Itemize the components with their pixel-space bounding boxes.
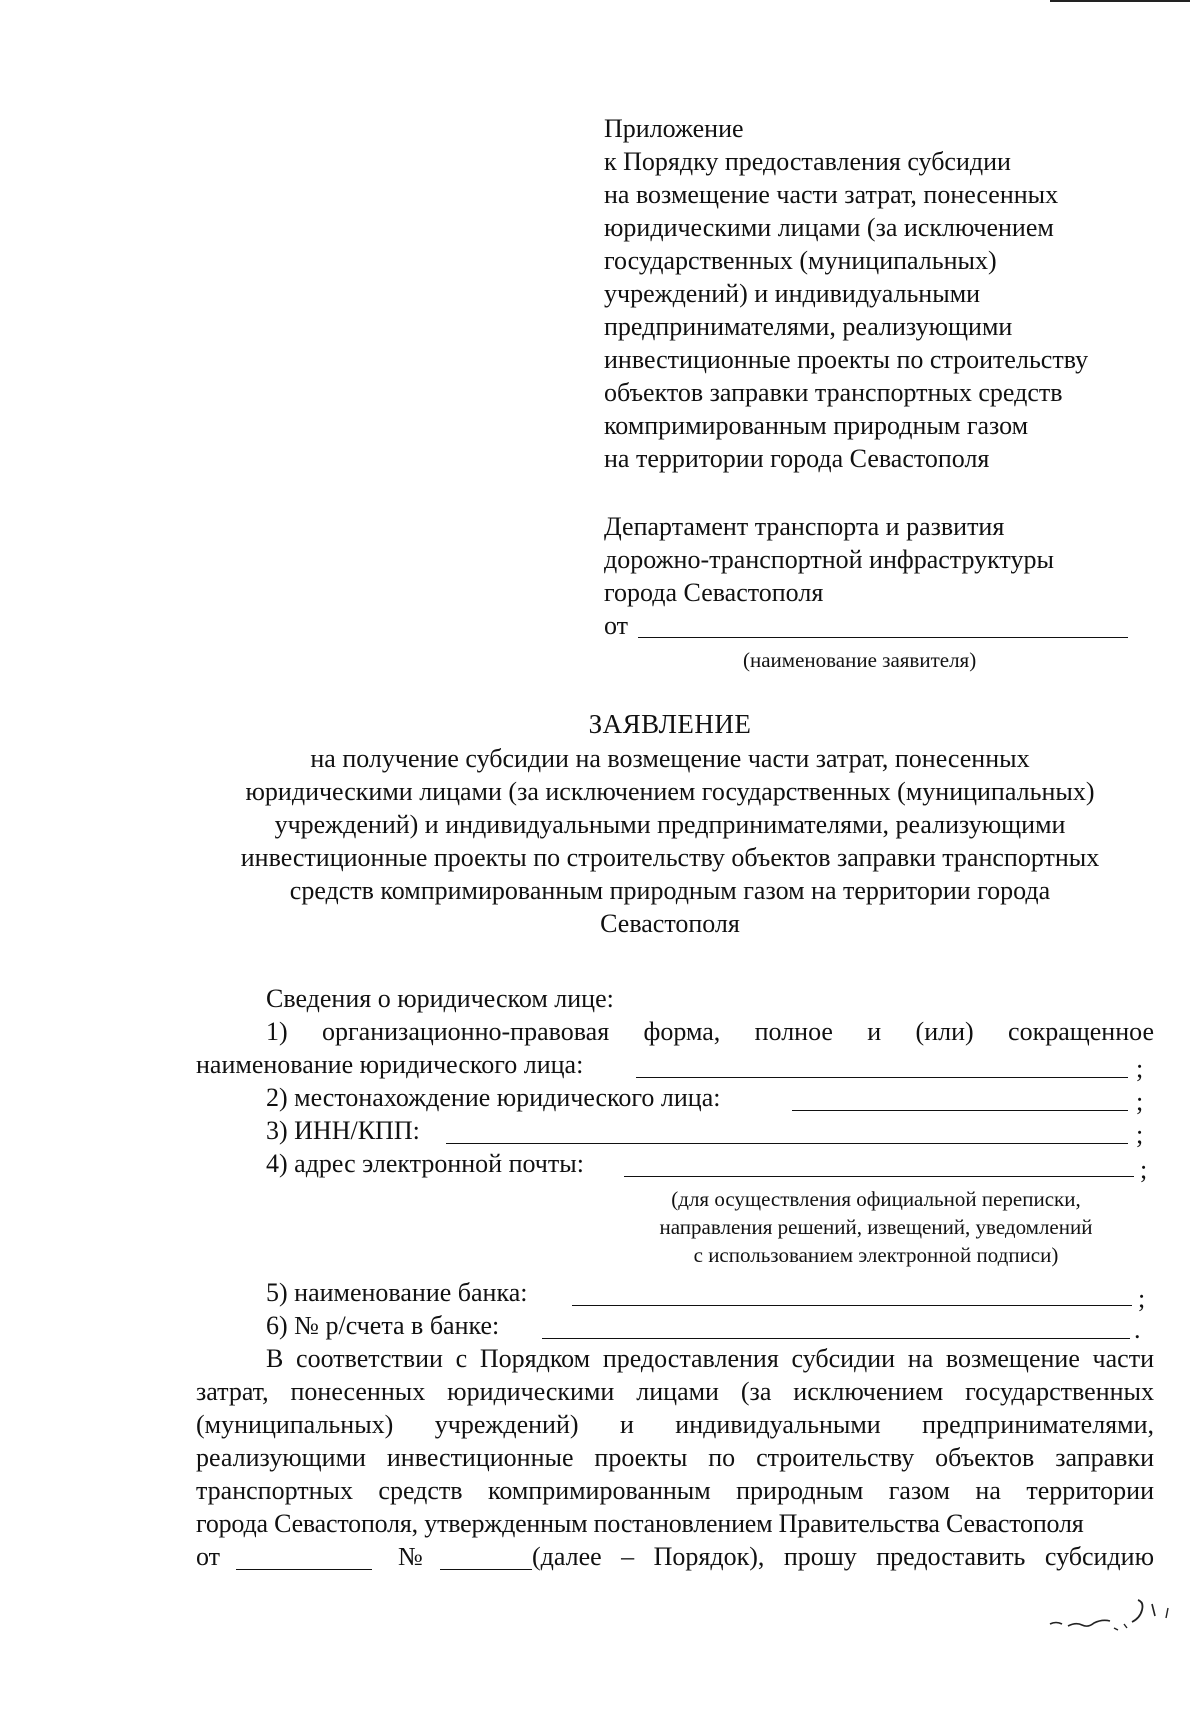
annex-line: на территории города Севастополя xyxy=(604,444,990,473)
annex-line: инвестиционные проекты по строительству xyxy=(604,345,1089,374)
paragraph-line: транспортных средств компримированным природным газом на территории xyxy=(196,1476,1154,1505)
email-field[interactable] xyxy=(624,1176,1134,1177)
item6-label: 6) № р/счета в банке: xyxy=(266,1311,500,1340)
subtitle-line: Севастополя xyxy=(600,909,740,938)
item4-label: 4) адрес электронной почты: xyxy=(266,1149,584,1178)
annex-line: государственных (муниципальных) xyxy=(604,246,997,275)
subtitle-line: юридическими лицами (за исключением государственных (муниципальных) xyxy=(245,777,1095,806)
paragraph-line: затрат, понесенных юридическими лицами (за исключением государственных xyxy=(196,1377,1154,1406)
item3-row xyxy=(196,1114,1154,1147)
item2-row xyxy=(196,1081,1154,1114)
subtitle-line: учреждений) и индивидуальными предпринимателями, реализующими xyxy=(274,810,1066,839)
legal-name-field[interactable] xyxy=(636,1077,1128,1078)
form-body xyxy=(196,982,1154,1573)
paragraph-last-row xyxy=(196,1540,1154,1573)
annex-line: компримированным природным газом xyxy=(604,411,1029,440)
subtitle-line: инвестиционные проекты по строительству объектов заправки транспортных xyxy=(240,843,1100,872)
resolution-date-field[interactable] xyxy=(236,1569,372,1570)
paragraph-line: (муниципальных) учреждений) и индивидуальными предпринимателями, xyxy=(196,1410,1154,1439)
item5-semicolon: ; xyxy=(1138,1284,1146,1313)
bank-name-field[interactable] xyxy=(572,1305,1132,1306)
subtitle-line: средств компримированным природным газом на территории города xyxy=(289,876,1051,905)
applicant-hint: (наименование заявителя) xyxy=(743,648,977,672)
document-subtitle xyxy=(190,742,1150,940)
addressee-line: Департамент транспорта и развития xyxy=(604,512,1005,541)
addressee-block xyxy=(604,510,1164,642)
item5-label: 5) наименование банка: xyxy=(266,1278,528,1307)
item6-row xyxy=(196,1309,1154,1342)
annex-line: Приложение xyxy=(604,114,744,143)
item1-line1: 1) организационно-правовая форма, полное и (или) сокращенное xyxy=(266,1017,1154,1046)
item1-label: наименование юридического лица: xyxy=(196,1050,584,1079)
item3-semicolon: ; xyxy=(1136,1120,1144,1149)
inn-kpp-field[interactable] xyxy=(446,1143,1128,1144)
paragraph-line: реализующими инвестиционные проекты по строительству объектов заправки xyxy=(196,1443,1154,1472)
annex-line: к Порядку предоставления субсидии xyxy=(604,147,1011,176)
email-hint-line: направления решений, извещений, уведомлений xyxy=(659,1215,1093,1239)
resolution-number-field[interactable] xyxy=(440,1569,532,1570)
item4-semicolon: ; xyxy=(1140,1155,1148,1184)
annex-line: объектов заправки транспортных средств xyxy=(604,378,1063,407)
annex-line: юридическими лицами (за исключением xyxy=(604,213,1054,242)
item3-label: 3) ИНН/КПП: xyxy=(266,1116,420,1145)
from-label: от xyxy=(604,611,629,640)
annex-line: предпринимателями, реализующими xyxy=(604,312,1013,341)
resolution-number-label: № xyxy=(398,1542,423,1571)
form-intro: Сведения о юридическом лице: xyxy=(266,984,614,1013)
email-hint-line: с использованием электронной подписи) xyxy=(693,1243,1059,1267)
from-row xyxy=(604,609,1164,642)
annex-header xyxy=(604,112,1164,475)
applicant-name-field[interactable] xyxy=(638,637,1128,638)
item2-label: 2) местонахождение юридического лица: xyxy=(266,1083,721,1112)
item4-row xyxy=(196,1147,1154,1184)
resolution-from-label: от xyxy=(196,1542,221,1571)
paragraph-last-text: (далее – Порядок), прошу предоставить субсидию xyxy=(532,1542,1154,1571)
signature-mark xyxy=(1048,1594,1178,1634)
location-field[interactable] xyxy=(792,1110,1128,1111)
annex-line: учреждений) и индивидуальными xyxy=(604,279,981,308)
subtitle-line: на получение субсидии на возмещение части затрат, понесенных xyxy=(310,744,1030,773)
bank-account-field[interactable] xyxy=(542,1338,1130,1339)
item5-row xyxy=(196,1276,1154,1313)
email-hint-line: (для осуществления официальной переписки, xyxy=(671,1187,1081,1211)
paragraph-line: В соответствии с Порядком предоставления субсидии на возмещение части xyxy=(266,1344,1154,1373)
item6-period: . xyxy=(1134,1315,1141,1344)
item1-semicolon: ; xyxy=(1136,1054,1144,1083)
email-hint-block xyxy=(196,1180,1154,1270)
document-title: ЗАЯВЛЕНИЕ xyxy=(588,709,752,739)
top-edge-rule xyxy=(1050,0,1190,2)
paragraph-line: города Севастополя, утвержденным постановлением Правительства Севастополя xyxy=(196,1509,1084,1538)
item1-row xyxy=(196,1048,1154,1081)
addressee-line: города Севастополя xyxy=(604,578,824,607)
annex-line: на возмещение части затрат, понесенных xyxy=(604,180,1059,209)
addressee-line: дорожно-транспортной инфраструктуры xyxy=(604,545,1054,574)
item2-semicolon: ; xyxy=(1136,1087,1144,1116)
